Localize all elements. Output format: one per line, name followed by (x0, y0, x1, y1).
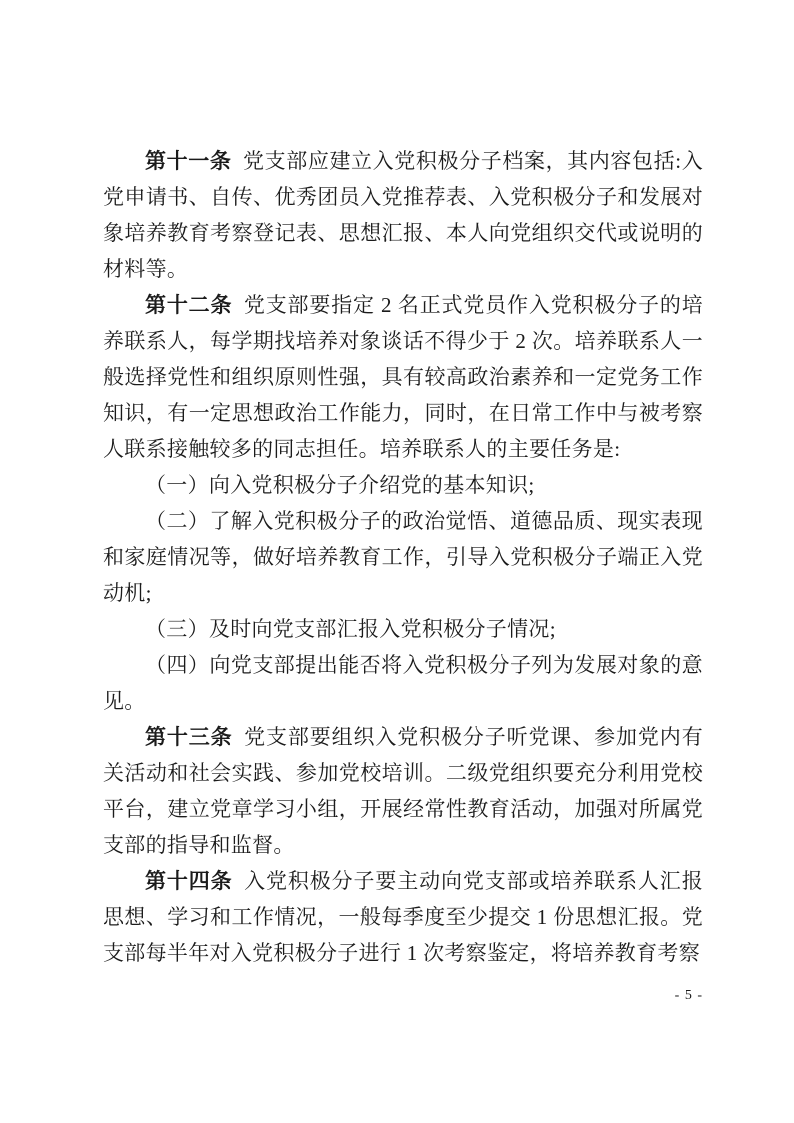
item-1-text: （一）向入党积极分子介绍党的基本知识; (145, 473, 535, 497)
page-number: - 5 - (674, 988, 703, 1003)
article-11-number: 第十一条 (145, 149, 232, 173)
paragraph-article-11 (103, 143, 703, 287)
article-13-text: 党支部要组织入党积极分子听党课、参加党内有关活动和社会实践、参加党校培训。二级党组织要充分利用党校平台，建立党章学习小组，开展经常性教育活动，加强对所属党支部的指导和监督。 (103, 725, 703, 857)
paragraph-item-3 (103, 611, 703, 647)
article-13-number: 第十三条 (145, 725, 233, 749)
paragraph-article-13 (103, 719, 703, 863)
article-14-text: 入党积极分子要主动向党支部或培养联系人汇报思想、学习和工作情况，一般每季度至少提交 1 份思想汇报。党支部每半年对入党积极分子进行 1 次考察鉴定，将培养教育考察 (103, 869, 703, 965)
item-2-text: （二）了解入党积极分子的政治觉悟、道德品质、现实表现和家庭情况等，做好培养教育工作，引导入党积极分子端正入党动机; (103, 509, 703, 605)
item-4-text: （四）向党支部提出能否将入党积极分子列为发展对象的意见。 (103, 653, 703, 713)
paragraph-item-2 (103, 503, 703, 611)
paragraph-item-4 (103, 647, 703, 719)
document-body (103, 143, 703, 971)
article-12-number: 第十二条 (145, 293, 233, 317)
article-11-text: 党支部应建立入党积极分子档案，其内容包括:入党申请书、自传、优秀团员入党推荐表、入党积极分子和发展对象培养教育考察登记表、思想汇报、本人向党组织交代或说明的材料等。 (103, 149, 703, 281)
article-14-number: 第十四条 (145, 869, 233, 893)
paragraph-item-1 (103, 467, 703, 503)
paragraph-article-14 (103, 863, 703, 971)
item-3-text: （三）及时向党支部汇报入党积极分子情况; (145, 617, 556, 641)
paragraph-article-12 (103, 287, 703, 467)
article-12-text: 党支部要指定 2 名正式党员作入党积极分子的培养联系人，每学期找培养对象谈话不得少于 2 次。培养联系人一般选择党性和组织原则性强，具有较高政治素养和一定党务工作知识，有一定思想政治工作能力，同时，在日常工作中与被考察人联系接触较多的同志担任。培养联系人的主要任务是: (103, 293, 703, 461)
